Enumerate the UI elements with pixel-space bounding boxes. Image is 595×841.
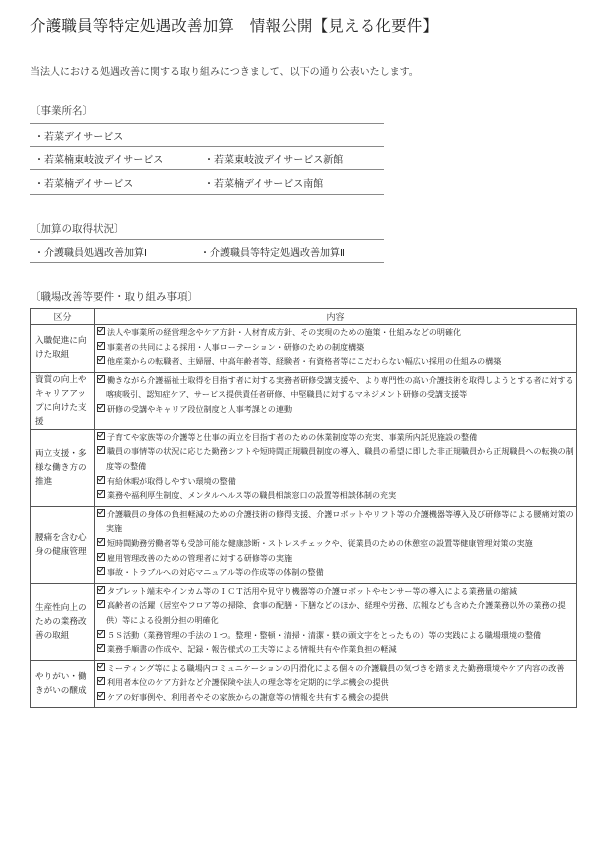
checked-box-icon <box>97 644 105 652</box>
content-cell <box>95 372 577 429</box>
content-cell <box>95 583 577 660</box>
table-row <box>31 506 577 583</box>
checked-box-icon <box>97 356 105 364</box>
category-column-header: 区分 <box>31 309 95 325</box>
requirements-heading: 〔職場改善等要件・取り組み事項〕 <box>30 291 198 303</box>
list-item <box>97 629 574 644</box>
list-item <box>97 508 574 537</box>
checked-box-icon <box>97 432 105 440</box>
checked-box-icon <box>97 692 105 700</box>
item-text: 介護職員の身体の負担軽減のための介護技術の修得支援、介護ロボットやリフト等の介護機器等導入及び研修等による腰痛対策の実施 <box>106 509 574 534</box>
table-row <box>31 660 577 708</box>
category-cell: 腰痛を含む心身の健康管理 <box>31 506 95 583</box>
facility-name: ・若菜東岐波デイサービス新館 <box>204 154 344 166</box>
list-item <box>97 355 574 370</box>
item-text: 法人や事業所の経営理念やケア方針・人材育成方針、その実現のための施策・仕組みなどの明確化 <box>107 328 462 337</box>
facility-row <box>30 170 384 195</box>
item-text: 業務手順書の作成や、記録・報告様式の工夫等による情報共有や作業負担の軽減 <box>107 645 397 655</box>
addition-name: ・介護職員等特定処遇改善加算Ⅱ <box>200 247 345 259</box>
list-item <box>97 431 574 446</box>
content-column-header: 内容 <box>95 309 577 325</box>
facility-name: ・若菜楠デイサービス <box>34 178 134 190</box>
table-row <box>31 429 577 506</box>
list-item <box>97 662 574 677</box>
checked-box-icon <box>97 538 105 546</box>
checked-box-icon <box>97 567 105 575</box>
item-text: 短時間勤務労働者等も受診可能な健康診断・ストレスチェックや、従業員のための休憩室の設置等健康管理対策の実施 <box>107 538 533 548</box>
table-row <box>31 583 577 660</box>
item-text: ケアの好事例や、利用者やその家族からの謝意等の情報を共有する機会の提供 <box>107 692 389 702</box>
list-item <box>97 691 574 706</box>
item-text: 有給休暇が取得しやすい環境の整備 <box>107 476 236 486</box>
item-text: 業務や福利厚生制度、メンタルヘルス等の職員相談窓口の設置等相談体制の充実 <box>107 491 397 501</box>
list-item <box>97 341 574 356</box>
checked-box-icon <box>97 327 105 335</box>
list-item <box>97 566 574 581</box>
checked-box-icon <box>97 446 105 454</box>
content-cell <box>95 325 577 373</box>
category-cell: やりがい・働きがいの醸成 <box>31 660 95 708</box>
checked-box-icon <box>97 476 105 484</box>
addition-row <box>30 239 384 263</box>
checked-box-icon <box>97 677 105 685</box>
list-item <box>97 326 574 341</box>
item-text: ５Ｓ活動（業務管理の手法の１つ。整理・整頓・清掃・清潔・躾の頭文字をとったもの）等の実践による職場環境の整備 <box>107 630 542 640</box>
item-text: 事業者の共同による採用・人事ローテーション・研修のための制度構築 <box>107 342 365 352</box>
checked-box-icon <box>97 600 105 608</box>
requirements-table <box>30 308 577 708</box>
checked-box-icon <box>97 342 105 350</box>
category-cell: 資質の向上やキャリアアップに向けた支援 <box>31 372 95 429</box>
facility-list <box>30 123 384 195</box>
item-text: 利用者本位のケア方針など介護保険や法人の理念等を定期的に学ぶ機会の提供 <box>107 678 389 688</box>
table-row <box>31 372 577 429</box>
intro-text: 当法人における処遇改善に関する取り組みにつきまして、以下の通り公表いたします。 <box>30 67 419 78</box>
facility-name: ・若菜楠デイサービス南館 <box>204 178 324 190</box>
item-text: 職員の事情等の状況に応じた勤務シフトや短時間正規職員制度の導入、職員の希望に即した非正規職員から正規職員への転換の制度等の整備 <box>106 447 574 471</box>
facility-name: ・若菜楠東岐波デイサービス <box>34 154 164 166</box>
table-header-row <box>31 309 577 325</box>
checked-box-icon <box>97 490 105 498</box>
facilities-heading: 〔事業所名〕 <box>30 105 93 117</box>
additions-heading: 〔加算の取得状況〕 <box>30 223 125 235</box>
addition-list <box>30 239 384 263</box>
facility-name: ・若菜デイサービス <box>34 131 124 143</box>
checked-box-icon <box>97 375 105 383</box>
list-item <box>97 403 574 418</box>
item-text: ミーティング等による職場内コミュニケーションの円滑化による個々の介護職員の気づきを踏まえた勤務環境やケア内容の改善 <box>107 663 565 673</box>
checked-box-icon <box>97 663 105 671</box>
checked-box-icon <box>97 404 105 412</box>
list-item <box>97 552 574 567</box>
list-item <box>97 374 574 403</box>
item-text: 高齢者の活躍（居室やフロア等の掃除、食事の配膳・下膳などのほか、経理や労務、広報なども含めた介護業務以外の業務の提供）等による役割分担の明確化 <box>106 601 566 625</box>
category-cell: 入職促進に向けた取組 <box>31 325 95 373</box>
checked-box-icon <box>97 553 105 561</box>
category-cell: 生産性向上のための業務改善の取組 <box>31 583 95 660</box>
page-title: 介護職員等特定処遇改善加算 情報公開【見える化要件】 <box>30 17 439 35</box>
content-cell <box>95 506 577 583</box>
item-text: 事故・トラブルへの対応マニュアル等の作成等の体制の整備 <box>107 568 324 578</box>
checked-box-icon <box>97 630 105 638</box>
category-cell: 両立支援・多様な働き方の推進 <box>31 429 95 506</box>
list-item <box>97 676 574 691</box>
content-cell <box>95 429 577 506</box>
item-text: 雇用管理改善のための管理者に対する研修等の実施 <box>107 553 293 563</box>
list-item <box>97 585 574 600</box>
list-item <box>97 537 574 552</box>
item-text: 他産業からの転職者、主婦層、中高年齢者等、経験者・有資格者等にこだわらない幅広い採用の仕組みの構築 <box>107 357 502 367</box>
content-cell <box>95 660 577 708</box>
requirements-body <box>31 325 577 708</box>
list-item <box>97 445 574 474</box>
checked-box-icon <box>97 586 105 594</box>
addition-name: ・介護職員処遇改善加算Ⅰ <box>34 247 147 259</box>
item-text: 子育てや家族等の介護等と仕事の両立を目指す者のための休業制度等の充実、事業所内託児施設の整備 <box>107 432 478 442</box>
list-item <box>97 489 574 504</box>
item-text: 働きながら介護福祉士取得を目指す者に対する実務者研修受講支援や、より専門性の高い介護技術を取得しようとする者に対する喀痰吸引、認知症ケア、サービス提供責任者研修、中堅職員に対するマネジメント研修の受講支援等 <box>106 375 574 400</box>
checked-box-icon <box>97 509 105 517</box>
table-row <box>31 325 577 373</box>
facility-row <box>30 147 384 170</box>
item-text: タブレット端末やインカム等のＩＣＴ活用や見守り機器等の介護ロボットやセンサー等の導入による業務量の縮減 <box>107 586 517 596</box>
item-text: 研修の受講やキャリア段位制度と人事考課との連動 <box>107 404 293 414</box>
facility-row <box>30 123 384 147</box>
list-item <box>97 599 574 628</box>
list-item <box>97 643 574 658</box>
list-item <box>97 475 574 490</box>
